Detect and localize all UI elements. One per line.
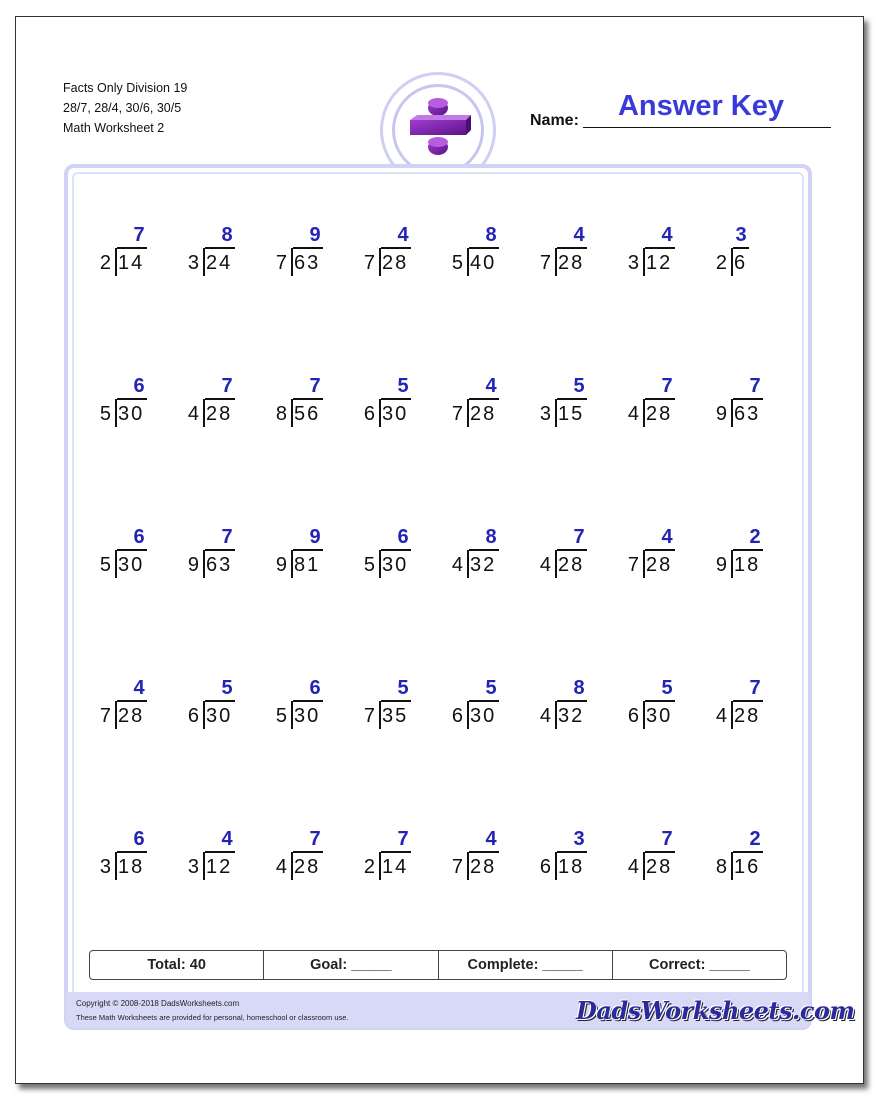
- division-bracket: [379, 550, 381, 578]
- division-bracket: [555, 701, 557, 729]
- dividend: 81: [294, 554, 321, 576]
- division-bar: [117, 247, 147, 249]
- divisor: 5: [99, 554, 112, 576]
- divisor: 4: [627, 403, 640, 425]
- dividend: 28: [206, 403, 233, 425]
- score-table: [89, 950, 787, 980]
- dividend: 6: [734, 252, 748, 274]
- division-problem: [616, 375, 704, 435]
- divisor: 5: [451, 252, 464, 274]
- division-problem: [440, 828, 528, 888]
- divisor: 5: [99, 403, 112, 425]
- division-problem: [176, 677, 264, 737]
- division-problem: [440, 526, 528, 586]
- division-problem: [264, 677, 352, 737]
- dividend: 30: [118, 554, 145, 576]
- division-bar: [469, 549, 499, 551]
- answer-quotient: 6: [397, 526, 409, 548]
- usage-note: These Math Worksheets are provided for personal, homeschool or classroom use.: [76, 1013, 349, 1022]
- division-bar: [469, 247, 499, 249]
- worksheet-title: Facts Only Division 19: [63, 81, 188, 95]
- division-bar: [381, 851, 411, 853]
- dividend: 32: [558, 705, 585, 727]
- divisor: 2: [363, 856, 376, 878]
- division-bracket: [379, 852, 381, 880]
- copyright-line: Copyright © 2008-2018 DadsWorksheets.com: [76, 999, 240, 1008]
- answer-quotient: 5: [573, 375, 585, 397]
- dividend: 15: [558, 403, 585, 425]
- division-problem: [440, 224, 528, 284]
- divisor: 3: [187, 252, 200, 274]
- division-problem: [528, 677, 616, 737]
- division-bar: [381, 549, 411, 551]
- division-problem: [704, 375, 792, 435]
- divisor: 4: [627, 856, 640, 878]
- dividend: 14: [382, 856, 409, 878]
- answer-quotient: 7: [221, 526, 233, 548]
- divisor: 3: [627, 252, 640, 274]
- division-bar: [293, 398, 323, 400]
- division-problem: [264, 375, 352, 435]
- division-problem: [528, 526, 616, 586]
- answer-quotient: 8: [485, 224, 497, 246]
- division-bar: [117, 700, 147, 702]
- answer-quotient: 7: [309, 828, 321, 850]
- answer-quotient: 4: [573, 224, 585, 246]
- answer-quotient: 4: [133, 677, 145, 699]
- division-problem: [264, 526, 352, 586]
- divisor: 7: [451, 403, 464, 425]
- dividend: 28: [470, 856, 497, 878]
- divisor: 9: [715, 403, 728, 425]
- worksheet-facts: 28/7, 28/4, 30/6, 30/5: [63, 101, 182, 115]
- division-bar: [645, 700, 675, 702]
- division-bracket: [291, 248, 293, 276]
- division-problem: [352, 828, 440, 888]
- division-bracket: [203, 550, 205, 578]
- answer-quotient: 4: [485, 375, 497, 397]
- division-bracket: [643, 701, 645, 729]
- division-problem: [616, 677, 704, 737]
- dividend: 14: [118, 252, 145, 274]
- division-problem: [176, 828, 264, 888]
- division-bracket: [203, 399, 205, 427]
- division-bar: [205, 549, 235, 551]
- dividend: 32: [470, 554, 497, 576]
- division-problem: [264, 828, 352, 888]
- division-bracket: [115, 550, 117, 578]
- division-bracket: [731, 248, 733, 276]
- dividend: 35: [382, 705, 409, 727]
- division-bar: [557, 247, 587, 249]
- division-bracket: [555, 248, 557, 276]
- dividend: 28: [382, 252, 409, 274]
- dividend: 28: [734, 705, 761, 727]
- dividend: 18: [118, 856, 145, 878]
- division-problem: [352, 224, 440, 284]
- division-bar: [205, 851, 235, 853]
- answer-quotient: 7: [749, 375, 761, 397]
- answer-quotient: 5: [397, 677, 409, 699]
- dividend: 18: [558, 856, 585, 878]
- divisor: 9: [275, 554, 288, 576]
- answer-quotient: 7: [661, 375, 673, 397]
- division-problem: [440, 677, 528, 737]
- divisor: 2: [715, 252, 728, 274]
- divisor: 7: [99, 705, 112, 727]
- division-bar: [293, 700, 323, 702]
- division-bar: [733, 700, 763, 702]
- division-bracket: [115, 248, 117, 276]
- problems-frame: [64, 164, 855, 1030]
- division-bar: [733, 851, 763, 853]
- division-bar: [117, 851, 147, 853]
- answer-quotient: 7: [309, 375, 321, 397]
- answer-key-text: Answer Key: [617, 90, 784, 122]
- answer-quotient: 3: [735, 224, 747, 246]
- division-problem: [264, 224, 352, 284]
- division-bracket: [643, 852, 645, 880]
- division-problem: [176, 224, 264, 284]
- answer-quotient: 7: [397, 828, 409, 850]
- division-problem: [616, 224, 704, 284]
- answer-quotient: 4: [221, 828, 233, 850]
- division-bar: [117, 549, 147, 551]
- divisor: 6: [187, 705, 200, 727]
- division-problem: [352, 375, 440, 435]
- divisor: 6: [627, 705, 640, 727]
- divisor: 4: [451, 554, 464, 576]
- answer-quotient: 7: [661, 828, 673, 850]
- division-bar: [205, 398, 235, 400]
- division-bracket: [203, 852, 205, 880]
- division-problem: [88, 677, 176, 737]
- divisor: 9: [715, 554, 728, 576]
- divisor: 5: [363, 554, 376, 576]
- division-bar: [293, 549, 323, 551]
- divisor: 4: [715, 705, 728, 727]
- answer-quotient: 8: [573, 677, 585, 699]
- division-bar: [205, 700, 235, 702]
- divisor: 4: [539, 705, 552, 727]
- answer-quotient: 6: [309, 677, 321, 699]
- division-bracket: [291, 550, 293, 578]
- division-bar: [733, 549, 763, 551]
- division-bar: [117, 398, 147, 400]
- dividend: 28: [558, 554, 585, 576]
- answer-quotient: 4: [661, 526, 673, 548]
- division-bracket: [731, 852, 733, 880]
- division-bar: [645, 851, 675, 853]
- dividend: 28: [558, 252, 585, 274]
- division-bar: [381, 247, 411, 249]
- division-bracket: [643, 399, 645, 427]
- division-bar: [645, 398, 675, 400]
- division-problem: [704, 828, 792, 888]
- answer-quotient: 9: [309, 526, 321, 548]
- dividend: 12: [206, 856, 233, 878]
- division-bracket: [467, 852, 469, 880]
- division-problem: [616, 828, 704, 888]
- answer-quotient: 5: [485, 677, 497, 699]
- division-bar: [293, 851, 323, 853]
- division-problem: [528, 375, 616, 435]
- answer-quotient: 4: [661, 224, 673, 246]
- divisor: 4: [187, 403, 200, 425]
- division-problem: [88, 828, 176, 888]
- divisor: 8: [715, 856, 728, 878]
- answer-quotient: 4: [397, 224, 409, 246]
- division-problem: [616, 526, 704, 586]
- answer-quotient: 2: [749, 828, 761, 850]
- division-problem: [704, 224, 792, 284]
- answer-quotient: 6: [133, 375, 145, 397]
- division-problem: [88, 526, 176, 586]
- dividend: 56: [294, 403, 321, 425]
- division-problem: [528, 224, 616, 284]
- division-bar: [645, 247, 675, 249]
- division-bar: [557, 398, 587, 400]
- division-bar: [469, 398, 499, 400]
- dividend: 63: [206, 554, 233, 576]
- division-bar: [645, 549, 675, 551]
- division-problem: [440, 375, 528, 435]
- division-bar: [733, 247, 749, 249]
- division-bracket: [379, 399, 381, 427]
- division-problem: [88, 224, 176, 284]
- division-bar: [557, 851, 587, 853]
- division-bracket: [731, 399, 733, 427]
- answer-quotient: 8: [221, 224, 233, 246]
- answer-quotient: 2: [749, 526, 761, 548]
- dividend: 24: [206, 252, 233, 274]
- division-bracket: [203, 701, 205, 729]
- dividend: 28: [646, 403, 673, 425]
- goal-cell[interactable]: Goal: _____: [264, 951, 438, 979]
- divisor: 7: [275, 252, 288, 274]
- complete-cell[interactable]: Complete: _____: [439, 951, 613, 979]
- division-bar: [381, 398, 411, 400]
- division-bracket: [467, 248, 469, 276]
- logo-badge-inner: [392, 84, 484, 176]
- dividend: 30: [382, 403, 409, 425]
- answer-quotient: 5: [397, 375, 409, 397]
- answer-quotient: 4: [485, 828, 497, 850]
- division-problem: [176, 526, 264, 586]
- division-bracket: [203, 248, 205, 276]
- brand-logo: DadsWorksheets.com: [576, 996, 855, 1025]
- dividend: 28: [118, 705, 145, 727]
- dividend: 40: [470, 252, 497, 274]
- dividend: 30: [470, 705, 497, 727]
- divisor: 6: [539, 856, 552, 878]
- division-bar: [557, 700, 587, 702]
- divisor: 4: [275, 856, 288, 878]
- division-problem: [352, 526, 440, 586]
- divisor: 7: [363, 705, 376, 727]
- division-bar: [733, 398, 763, 400]
- answer-quotient: 8: [485, 526, 497, 548]
- division-bracket: [379, 248, 381, 276]
- division-bar: [293, 247, 323, 249]
- division-bracket: [467, 550, 469, 578]
- dividend: 30: [646, 705, 673, 727]
- division-problem: [176, 375, 264, 435]
- divisor: 5: [275, 705, 288, 727]
- divisor: 9: [187, 554, 200, 576]
- dividend: 30: [118, 403, 145, 425]
- dividend: 28: [646, 856, 673, 878]
- divisor: 4: [539, 554, 552, 576]
- answer-quotient: 7: [133, 224, 145, 246]
- division-bracket: [643, 550, 645, 578]
- division-bar: [469, 700, 499, 702]
- division-bracket: [555, 399, 557, 427]
- division-bar: [205, 247, 235, 249]
- division-bar: [469, 851, 499, 853]
- division-bar: [557, 549, 587, 551]
- division-bracket: [731, 550, 733, 578]
- divisor: 7: [363, 252, 376, 274]
- answer-quotient: 6: [133, 828, 145, 850]
- division-problem: [528, 828, 616, 888]
- division-bracket: [291, 701, 293, 729]
- divisor: 3: [187, 856, 200, 878]
- division-bar: [381, 700, 411, 702]
- dividend: 28: [470, 403, 497, 425]
- total-cell: Total: 40: [90, 951, 264, 979]
- division-bracket: [467, 701, 469, 729]
- divisor: 7: [627, 554, 640, 576]
- answer-quotient: 9: [309, 224, 321, 246]
- divisor: 7: [451, 856, 464, 878]
- division-bracket: [555, 550, 557, 578]
- divisor: 6: [451, 705, 464, 727]
- division-problem: [88, 375, 176, 435]
- dividend: 63: [734, 403, 761, 425]
- division-bracket: [291, 399, 293, 427]
- answer-quotient: 7: [221, 375, 233, 397]
- division-bracket: [115, 399, 117, 427]
- answer-quotient: 7: [573, 526, 585, 548]
- dividend: 30: [294, 705, 321, 727]
- division-bracket: [115, 701, 117, 729]
- answer-quotient: 3: [573, 828, 585, 850]
- divisor: 6: [363, 403, 376, 425]
- answer-quotient: 6: [133, 526, 145, 548]
- worksheet-subtitle: Math Worksheet 2: [63, 121, 165, 135]
- division-problem: [704, 677, 792, 737]
- division-bracket: [291, 852, 293, 880]
- divisor: 8: [275, 403, 288, 425]
- division-bracket: [115, 852, 117, 880]
- divisor: 3: [99, 856, 112, 878]
- divisor: 7: [539, 252, 552, 274]
- dividend: 16: [734, 856, 761, 878]
- division-problem: [704, 526, 792, 586]
- dividend: 30: [206, 705, 233, 727]
- divisor: 3: [539, 403, 552, 425]
- dividend: 18: [734, 554, 761, 576]
- name-label: Name:: [530, 112, 579, 129]
- answer-quotient: 5: [221, 677, 233, 699]
- division-bracket: [643, 248, 645, 276]
- worksheet-header: [63, 78, 187, 138]
- correct-cell[interactable]: Correct: _____: [649, 957, 750, 973]
- dividend: 63: [294, 252, 321, 274]
- division-bracket: [731, 701, 733, 729]
- answer-quotient: 7: [749, 677, 761, 699]
- dividend: 12: [646, 252, 673, 274]
- division-bracket: [555, 852, 557, 880]
- division-bracket: [467, 399, 469, 427]
- division-bracket: [379, 701, 381, 729]
- division-symbol-icon: [395, 87, 481, 173]
- division-problem: [352, 677, 440, 737]
- divisor: 2: [99, 252, 112, 274]
- answer-quotient: 5: [661, 677, 673, 699]
- name-field-line[interactable]: [583, 127, 831, 128]
- dividend: 28: [294, 856, 321, 878]
- problems-frame-inner: [72, 172, 855, 1025]
- dividend: 28: [646, 554, 673, 576]
- dividend: 30: [382, 554, 409, 576]
